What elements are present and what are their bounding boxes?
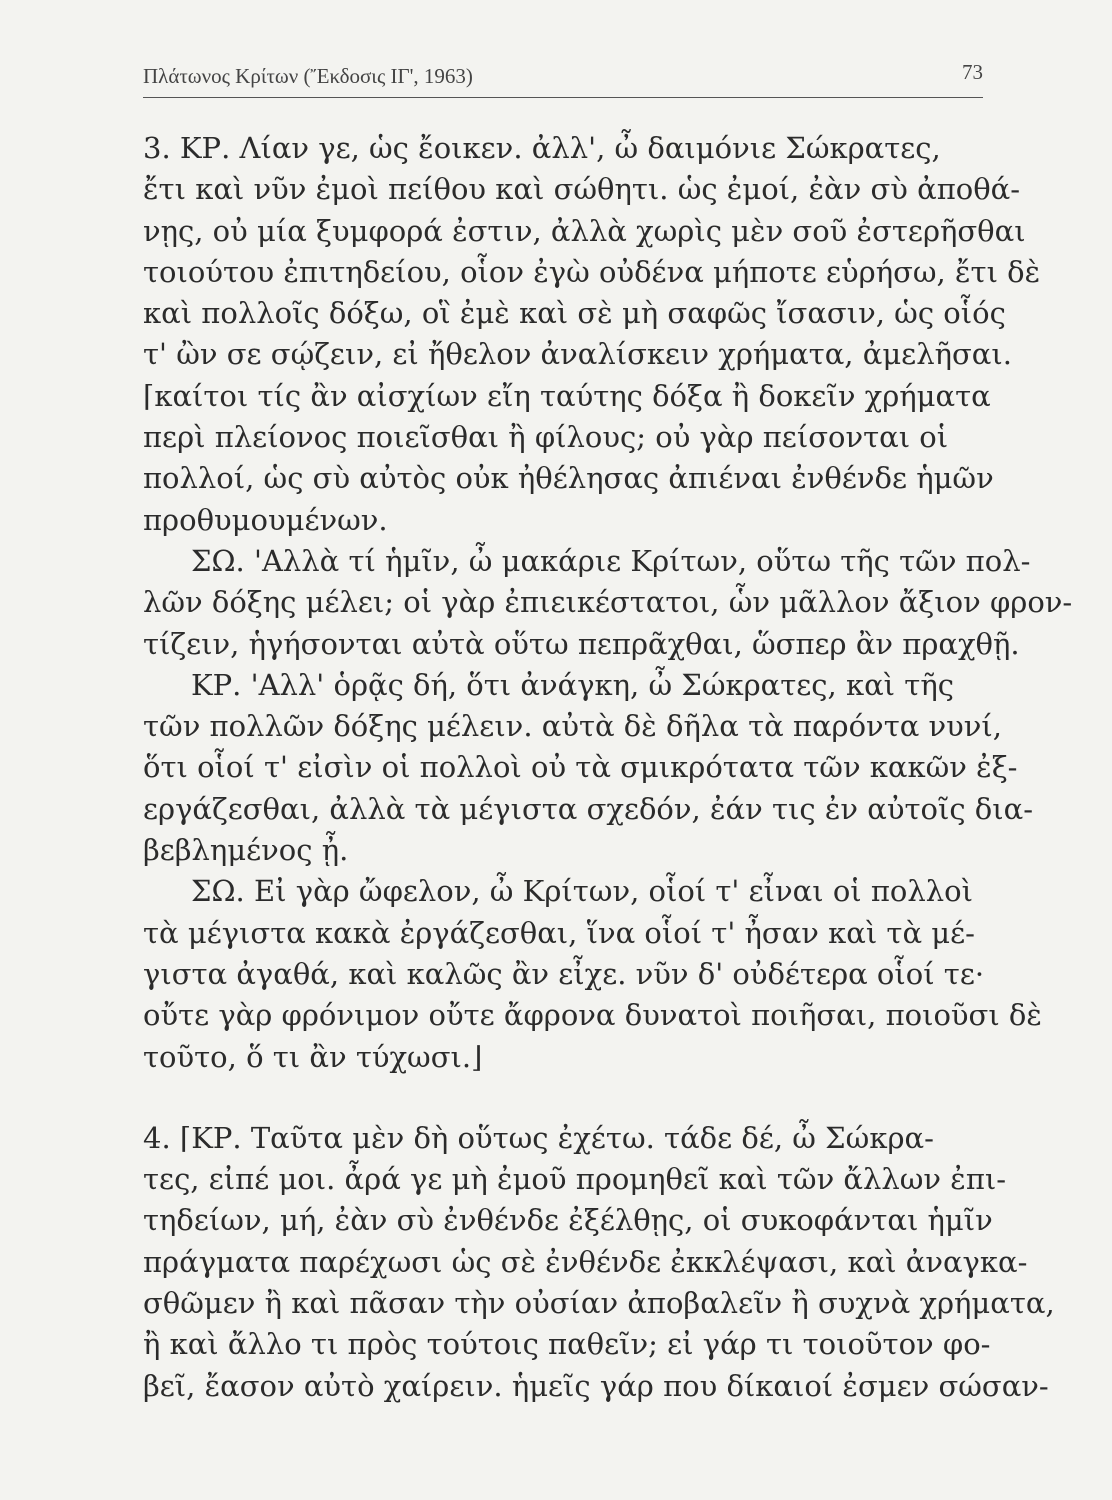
text-line: ἢ καὶ ἄλλο τι πρὸς τούτοις παθεῖν; εἰ γάρ τι τοιοῦτον φο-: [143, 1327, 991, 1362]
text-line: ΣΩ. Εἰ γὰρ ὤφελον, ὦ Κρίτων, οἷοί τ' εἶναι οἱ πολλοὶ: [191, 874, 973, 909]
text-line: τῶν πολλῶν δόξης μέλειν. αὐτὰ δὲ δῆλα τὰ παρόντα νυνί,: [143, 709, 1003, 744]
text-line: τίζειν, ἡγήσονται αὐτὰ οὕτω πεπρᾶχθαι, ὥσπερ ἂν πραχθῇ.: [143, 626, 1020, 661]
text-line: λῶν δόξης μέλει; οἱ γὰρ ἐπιεικέστατοι, ὧν μᾶλλον ἄξιον φρον-: [143, 585, 1073, 620]
text-line: ΚΡ. 'Αλλ' ὁρᾷς δή, ὅτι ἀνάγκη, ὦ Σώκρατες, καὶ τῆς: [191, 667, 954, 702]
text-line: σθῶμεν ἢ καὶ πᾶσαν τὴν οὐσίαν ἀποβαλεῖν ἢ συχνὰ χρήματα,: [143, 1286, 1055, 1321]
text-line: νῃς, οὐ μία ξυμφορά ἐστιν, ἀλλὰ χωρὶς μὲν σοῦ ἐστερῆσθαι: [143, 213, 1026, 248]
text-line: ΣΩ. 'Αλλὰ τί ἡμῖν, ὦ μακάριε Κρίτων, οὕτω τῆς τῶν πολ-: [191, 543, 1031, 578]
text-line: ἔτι καὶ νῦν ἐμοὶ πείθου καὶ σώθητι. ὡς ἐμοί, ἐὰν σὺ ἀποθά-: [143, 172, 1021, 207]
text-line: προθυμουμένων.: [143, 502, 388, 537]
paragraph-kriton-reply: [143, 665, 1033, 871]
text-line: 4. ⌈ΚΡ. Ταῦτα μὲν δὴ οὕτως ἐχέτω. τάδε δέ, ὦ Σώκρα-: [143, 1120, 934, 1155]
text-line: περὶ πλείονος ποιεῖσθαι ἢ φίλους; οὐ γὰρ πείσονται οἱ: [143, 420, 949, 455]
text-line: τοιούτου ἐπιτηδείου, οἷον ἐγὼ οὐδένα μήποτε εὑρήσω, ἔτι δὲ: [143, 254, 1041, 289]
text-line: τὰ μέγιστα κακὰ ἐργάζεσθαι, ἵνα οἷοί τ' ἦσαν καὶ τὰ μέ-: [143, 915, 975, 950]
paragraph-socrates-reply-1: [143, 541, 1073, 665]
paragraph-section-4-kriton: [143, 1118, 1055, 1407]
text-line: ⌈καίτοι τίς ἂν αἰσχίων εἴη ταύτης δόξα ἢ δοκεῖν χρήματα: [143, 378, 991, 413]
running-head-title: Πλάτωνος Κρίτων (Ἔκδοσις ΙΓ', 1963): [143, 64, 473, 88]
text-line: βεῖ, ἔασον αὐτὸ χαίρειν. ἡμεῖς γάρ που δίκαιοί ἐσμεν σώσαν-: [143, 1368, 1049, 1403]
running-head: [143, 60, 983, 89]
page-number: 73: [962, 60, 983, 84]
header-rule: [143, 97, 983, 98]
paragraph-section-3-kriton: [143, 128, 1041, 541]
text-line: πράγματα παρέχωσι ὡς σὲ ἐνθένδε ἐκκλέψασι, καὶ ἀναγκα-: [143, 1244, 1028, 1279]
text-line: ὅτι οἷοί τ' εἰσὶν οἱ πολλοὶ οὐ τὰ σμικρότατα τῶν κακῶν ἐξ-: [143, 750, 1018, 785]
text-line: βεβλημένος ᾖ.: [143, 833, 349, 868]
text-line: οὔτε γὰρ φρόνιμον οὔτε ἄφρονα δυνατοὶ ποιῆσαι, ποιοῦσι δὲ: [143, 998, 1042, 1033]
text-line: πολλοί, ὡς σὺ αὐτὸς οὐκ ἠθέλησας ἀπιέναι ἐνθένδε ἡμῶν: [143, 461, 994, 496]
text-line: τοῦτο, ὅ τι ἂν τύχωσι.⌋: [143, 1039, 483, 1074]
text-line: 3. ΚΡ. Λίαν γε, ὡς ἔοικεν. ἀλλ', ὦ δαιμόνιε Σώκρατες,: [143, 131, 941, 165]
section-gap: [143, 1078, 988, 1118]
paragraph-socrates-reply-2: [143, 871, 1042, 1077]
text-line: τηδείων, μή, ἐὰν σὺ ἐνθένδε ἐξέλθῃς, οἱ συκοφάνται ἡμῖν: [143, 1203, 993, 1238]
text-line: τες, εἰπέ μοι. ἆρά γε μὴ ἐμοῦ προμηθεῖ καὶ τῶν ἄλλων ἐπι-: [143, 1162, 1007, 1197]
text-line: εργάζεσθαι, ἀλλὰ τὰ μέγιστα σχεδόν, ἐάν τις ἐν αὐτοῖς δια-: [143, 791, 1033, 826]
body-text: [143, 128, 1073, 1407]
text-line: γιστα ἀγαθά, καὶ καλῶς ἂν εἶχε. νῦν δ' οὐδέτερα οἷοί τε·: [143, 956, 985, 991]
text-line: καὶ πολλοῖς δόξω, οἳ ἐμὲ καὶ σὲ μὴ σαφῶς ἴσασιν, ὡς οἷός: [143, 296, 1006, 331]
text-line: τ' ὢν σε σῴζειν, εἰ ἤθελον ἀναλίσκειν χρήματα, ἀμελῆσαι.: [143, 337, 1012, 372]
